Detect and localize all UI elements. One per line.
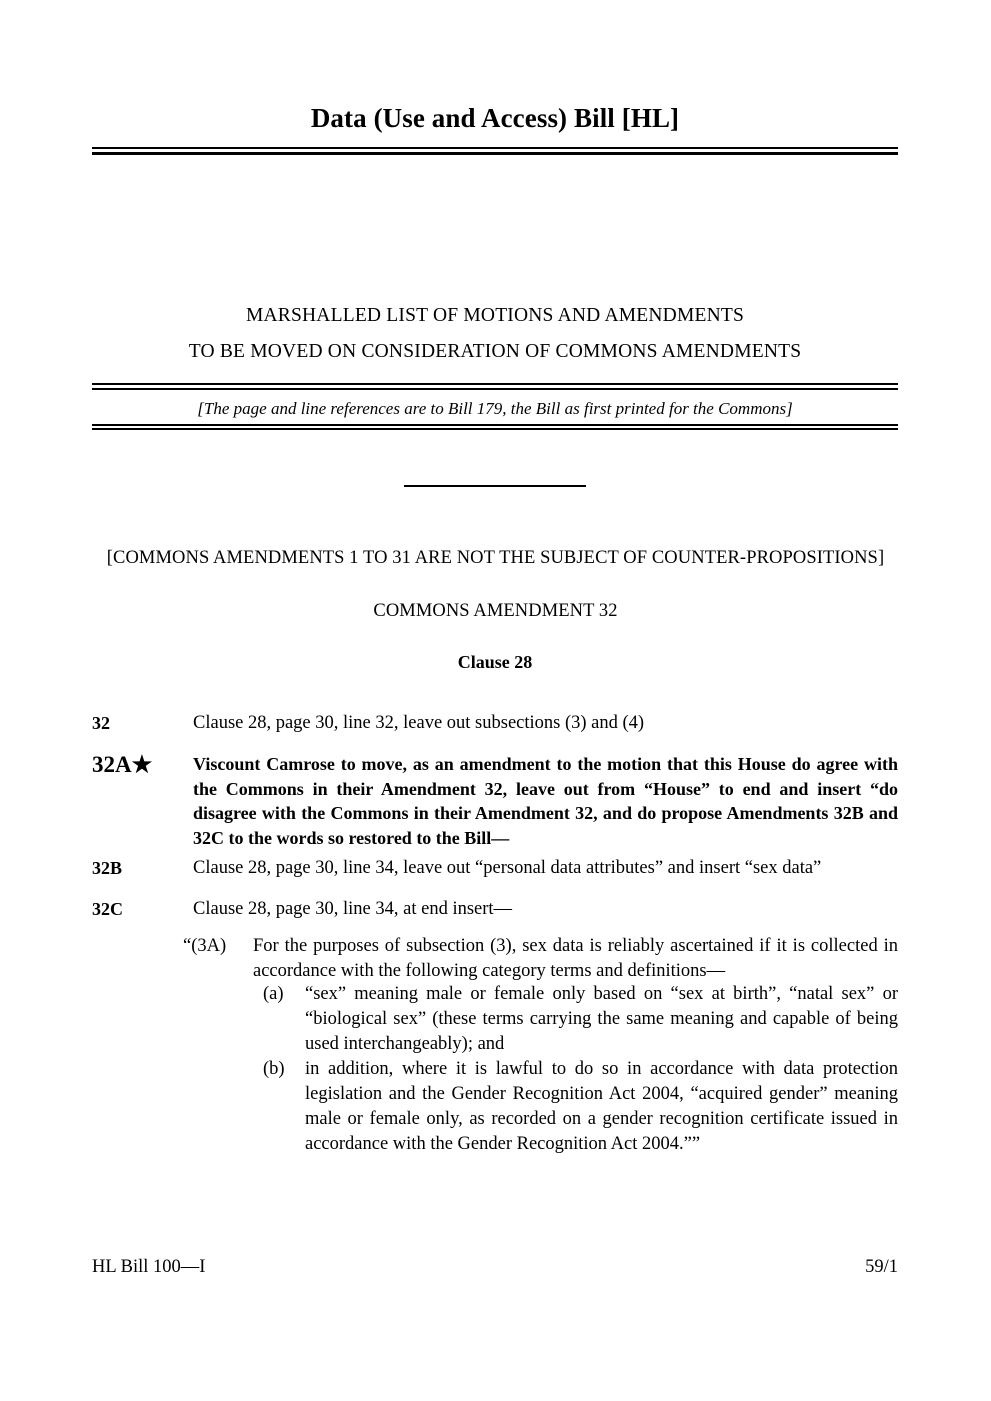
paragraph-text-b: in addition, where it is lawful to do so in accordance with data protection legislation and the Gender Recognition Act 2004, “acquired gender” meaning male or female only, as recorded on a gender recognition certificate issued in accordance with the Gender Recognition Act 2004.””	[305, 1059, 898, 1154]
subsection-label-3a: “(3A)	[183, 936, 227, 956]
subtitle-line-1: MARSHALLED LIST OF MOTIONS AND AMENDMENTS	[245, 305, 745, 326]
inserted-paragraph-b	[263, 1057, 898, 1157]
amendment-text-32b: Clause 28, page 30, line 34, leave out “personal data attributes” and insert “sex data”	[193, 858, 822, 878]
commons-amendment-heading: COMMONS AMENDMENT 32	[373, 601, 618, 621]
amendment-number-32: 32	[92, 713, 110, 733]
subtitle-line-2: TO BE MOVED ON CONSIDERATION OF COMMONS AMENDMENTS	[188, 341, 802, 362]
paragraph-text-a: “sex” meaning male or female only based on “sex at birth”, “natal sex” or “biological sex” (these terms carrying the same meaning and capable of being used interchangeably); and	[305, 984, 898, 1054]
bill-reference: HL Bill 100—I	[92, 1257, 206, 1277]
amendment-text-32a: Viscount Camrose to move, as an amendment to the motion that this House do agree with the Commons in their Amendment 32, leave out from “House” to end and insert “do disagree with the Commons in their Amendment 32, and do propose Amendments 32B and 32C to the words so restored to the Bill—	[193, 754, 898, 848]
inserted-subsection-3a	[183, 934, 898, 984]
inserted-paragraph-a	[263, 982, 898, 1057]
paragraph-label-a: (a)	[263, 984, 284, 1004]
note-rule-upper-a	[92, 383, 898, 385]
amendment-entry-32c	[92, 897, 898, 922]
clause-heading: Clause 28	[457, 652, 533, 672]
amendment-text-32: Clause 28, page 30, line 32, leave out subsections (3) and (4)	[193, 713, 645, 733]
page-title: Data (Use and Access) Bill [HL]	[310, 103, 680, 133]
paragraph-label-b: (b)	[263, 1059, 285, 1079]
amendment-entry-32	[92, 711, 898, 736]
amendment-number-32b: 32B	[92, 858, 123, 878]
amendment-number-32c: 32C	[92, 899, 123, 919]
reference-note: [The page and line references are to Bill 179, the Bill as first printed for the Commons]	[197, 399, 793, 418]
counter-propositions-note: [COMMONS AMENDMENTS 1 TO 31 ARE NOT THE SUBJECT OF COUNTER-PROPOSITIONS]	[106, 548, 885, 568]
note-rule-lower-a	[92, 424, 898, 426]
note-rule-lower-b	[92, 428, 898, 430]
section-divider	[404, 485, 586, 487]
amendment-entry-32b	[92, 856, 898, 881]
amendment-text-32c: Clause 28, page 30, line 34, at end insert—	[193, 899, 513, 919]
title-rule-lower	[92, 152, 898, 155]
page-number: 59/1	[865, 1257, 898, 1277]
subsection-text-3a: For the purposes of subsection (3), sex data is reliably ascertained if it is collected in accordance with the following category terms and definitions—	[253, 936, 898, 981]
amendment-number-32a-with-star-icon: 32A★	[92, 752, 153, 777]
amendment-entry-32a	[92, 752, 898, 850]
note-rule-upper-b	[92, 388, 898, 390]
page-footer	[92, 1257, 898, 1278]
title-rule-upper	[92, 147, 898, 149]
